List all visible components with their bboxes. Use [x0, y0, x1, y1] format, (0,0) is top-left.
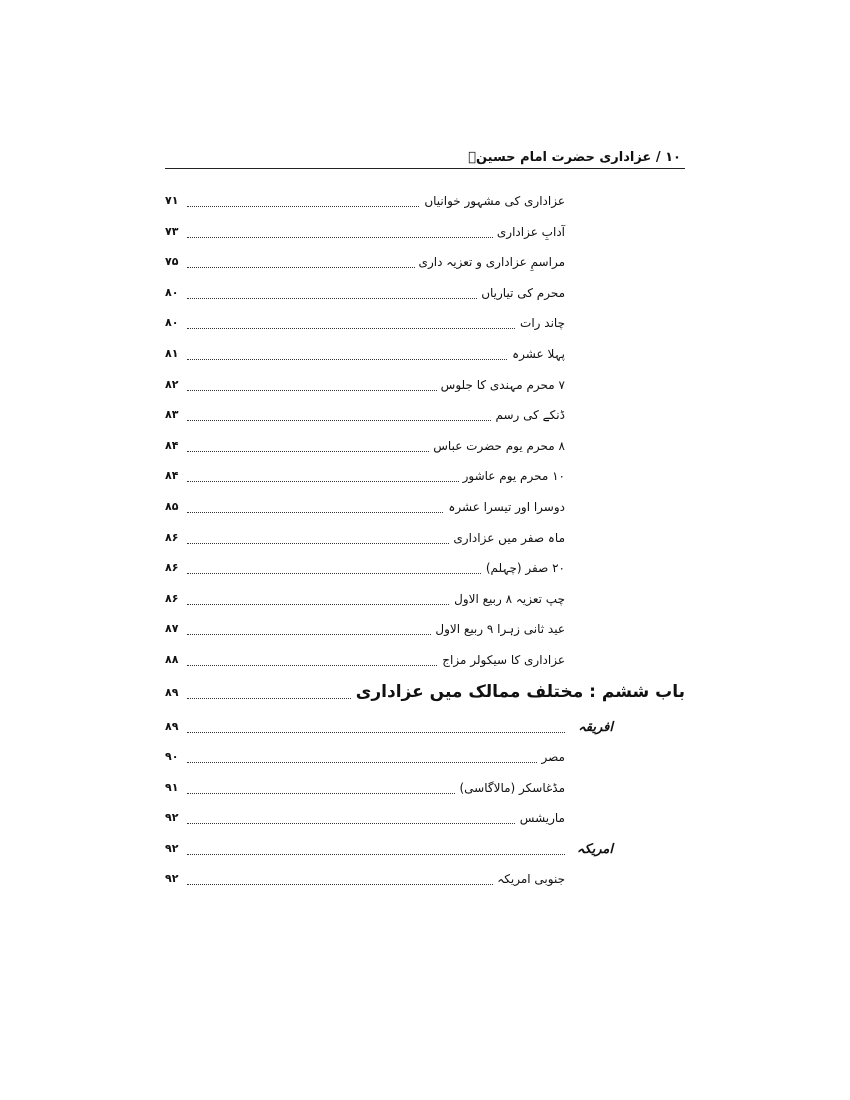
- toc-page-number: ۸۳: [165, 408, 179, 422]
- toc-entry: [165, 280, 685, 311]
- toc-entry-title: ڈنکے کی رسم: [491, 408, 565, 422]
- toc-page-number: ۷۳: [165, 224, 179, 238]
- toc-entry: [165, 616, 685, 647]
- toc-entry-title: امریکہ: [573, 842, 613, 857]
- toc-entry: [165, 555, 685, 586]
- toc-entry-title: دوسرا اور تیسرا عشرہ: [444, 500, 565, 514]
- dot-leader: [187, 823, 563, 824]
- toc-entry: [165, 525, 685, 556]
- toc-entry-title: چاند رات: [516, 316, 565, 330]
- header-title: ١٠ / عزاداری حضرت امام حسینؑ: [468, 150, 681, 165]
- toc-page-number: ۸۸: [165, 652, 179, 666]
- dot-leader: [187, 762, 563, 763]
- toc-entry-title: مصر: [538, 750, 565, 764]
- toc-entry-title: جنوبی امریکہ: [493, 872, 565, 886]
- dot-leader: [187, 359, 563, 360]
- toc-entry-title: مراسمِ عزاداری و تعزیہ داری: [415, 255, 565, 269]
- toc-page-number: ۷۵: [165, 255, 179, 269]
- toc-entry-title: ماہ صفر میں عزاداری: [449, 531, 565, 545]
- toc-entry: [165, 433, 685, 464]
- toc-page-number: ۸۶: [165, 561, 179, 575]
- toc-page-number: ۸۴: [165, 438, 179, 452]
- toc-entry: [165, 586, 685, 617]
- toc-entry-title: ۸ محرم یوم حضرت عباس: [429, 439, 565, 453]
- toc-entry-title: عید ثانی زہرا ۹ ربیع الاول: [431, 622, 565, 636]
- toc-page-number: ۹۲: [165, 841, 179, 855]
- toc-entry-title: باب ششم : مختلف ممالک میں عزاداری: [352, 682, 685, 702]
- toc-page-number: ۸۶: [165, 530, 179, 544]
- toc-entry-title: چپ تعزیہ ۸ ربیع الاول: [450, 592, 565, 606]
- running-header: [165, 146, 685, 169]
- toc-entry: [165, 775, 685, 806]
- toc-page-number: ۸۹: [165, 719, 179, 733]
- toc-region-heading: [165, 714, 685, 745]
- toc-entry: [165, 372, 685, 403]
- toc-entry: [165, 188, 685, 219]
- toc-entry: [165, 805, 685, 836]
- toc-entry-title: ۲۰ صفر (چہلم): [482, 561, 565, 575]
- toc-entry-title: عزاداری کی مشہور خوانیاں: [420, 194, 565, 208]
- toc-page-number: ۸۰: [165, 285, 179, 299]
- toc-page-number: ۸۲: [165, 377, 179, 391]
- toc-entry-title: پہلا عشرہ: [508, 347, 565, 361]
- toc-entry: [165, 249, 685, 280]
- toc-page-number: ۸۷: [165, 622, 179, 636]
- toc-page-number: ۷۱: [165, 194, 179, 207]
- toc-entry-title: افریقہ: [574, 720, 613, 735]
- toc-entry: [165, 341, 685, 372]
- toc-region-heading: [165, 836, 685, 867]
- toc-entry: [165, 310, 685, 341]
- toc-entry-title: محرم کی تیاریاں: [477, 286, 565, 300]
- toc-page-number: ۸۵: [165, 499, 179, 513]
- toc-page-number: ۹۰: [165, 750, 179, 764]
- dot-leader: [187, 328, 563, 329]
- toc-entry: [165, 744, 685, 775]
- toc-entry-title: مڈغاسکر (مالاگاسی): [456, 781, 566, 795]
- dot-leader: [187, 854, 565, 855]
- toc-entry: [165, 647, 685, 678]
- toc-page-number: ۹۲: [165, 872, 179, 886]
- toc-page-number: ۹۱: [165, 780, 179, 794]
- toc-page-number: ۸۹: [165, 685, 179, 699]
- toc-page-number: ۸۶: [165, 591, 179, 605]
- toc-entry-title: ماریشس: [516, 811, 565, 825]
- toc-page-number: ۹۲: [165, 811, 179, 825]
- toc-entry: [165, 402, 685, 433]
- toc-page-number: ۸۱: [165, 346, 179, 360]
- toc-entry: [165, 463, 685, 494]
- toc-page-number: ۸۰: [165, 316, 179, 330]
- toc-entry: [165, 219, 685, 250]
- toc-chapter-heading: [165, 680, 685, 714]
- toc-page-number: ۸۴: [165, 469, 179, 483]
- toc-entry-title: آدابِ عزاداری: [493, 225, 565, 239]
- dot-leader: [187, 732, 565, 733]
- toc-entry: [165, 866, 685, 897]
- toc-entry-title: ۱۰ محرم یوم عاشور: [459, 469, 565, 483]
- toc-entry: [165, 494, 685, 525]
- table-of-contents: [165, 188, 685, 897]
- toc-entry-title: عزاداری کا سیکولر مزاج: [438, 653, 565, 667]
- toc-entry-title: ۷ محرم مہندی کا جلوس: [437, 378, 565, 392]
